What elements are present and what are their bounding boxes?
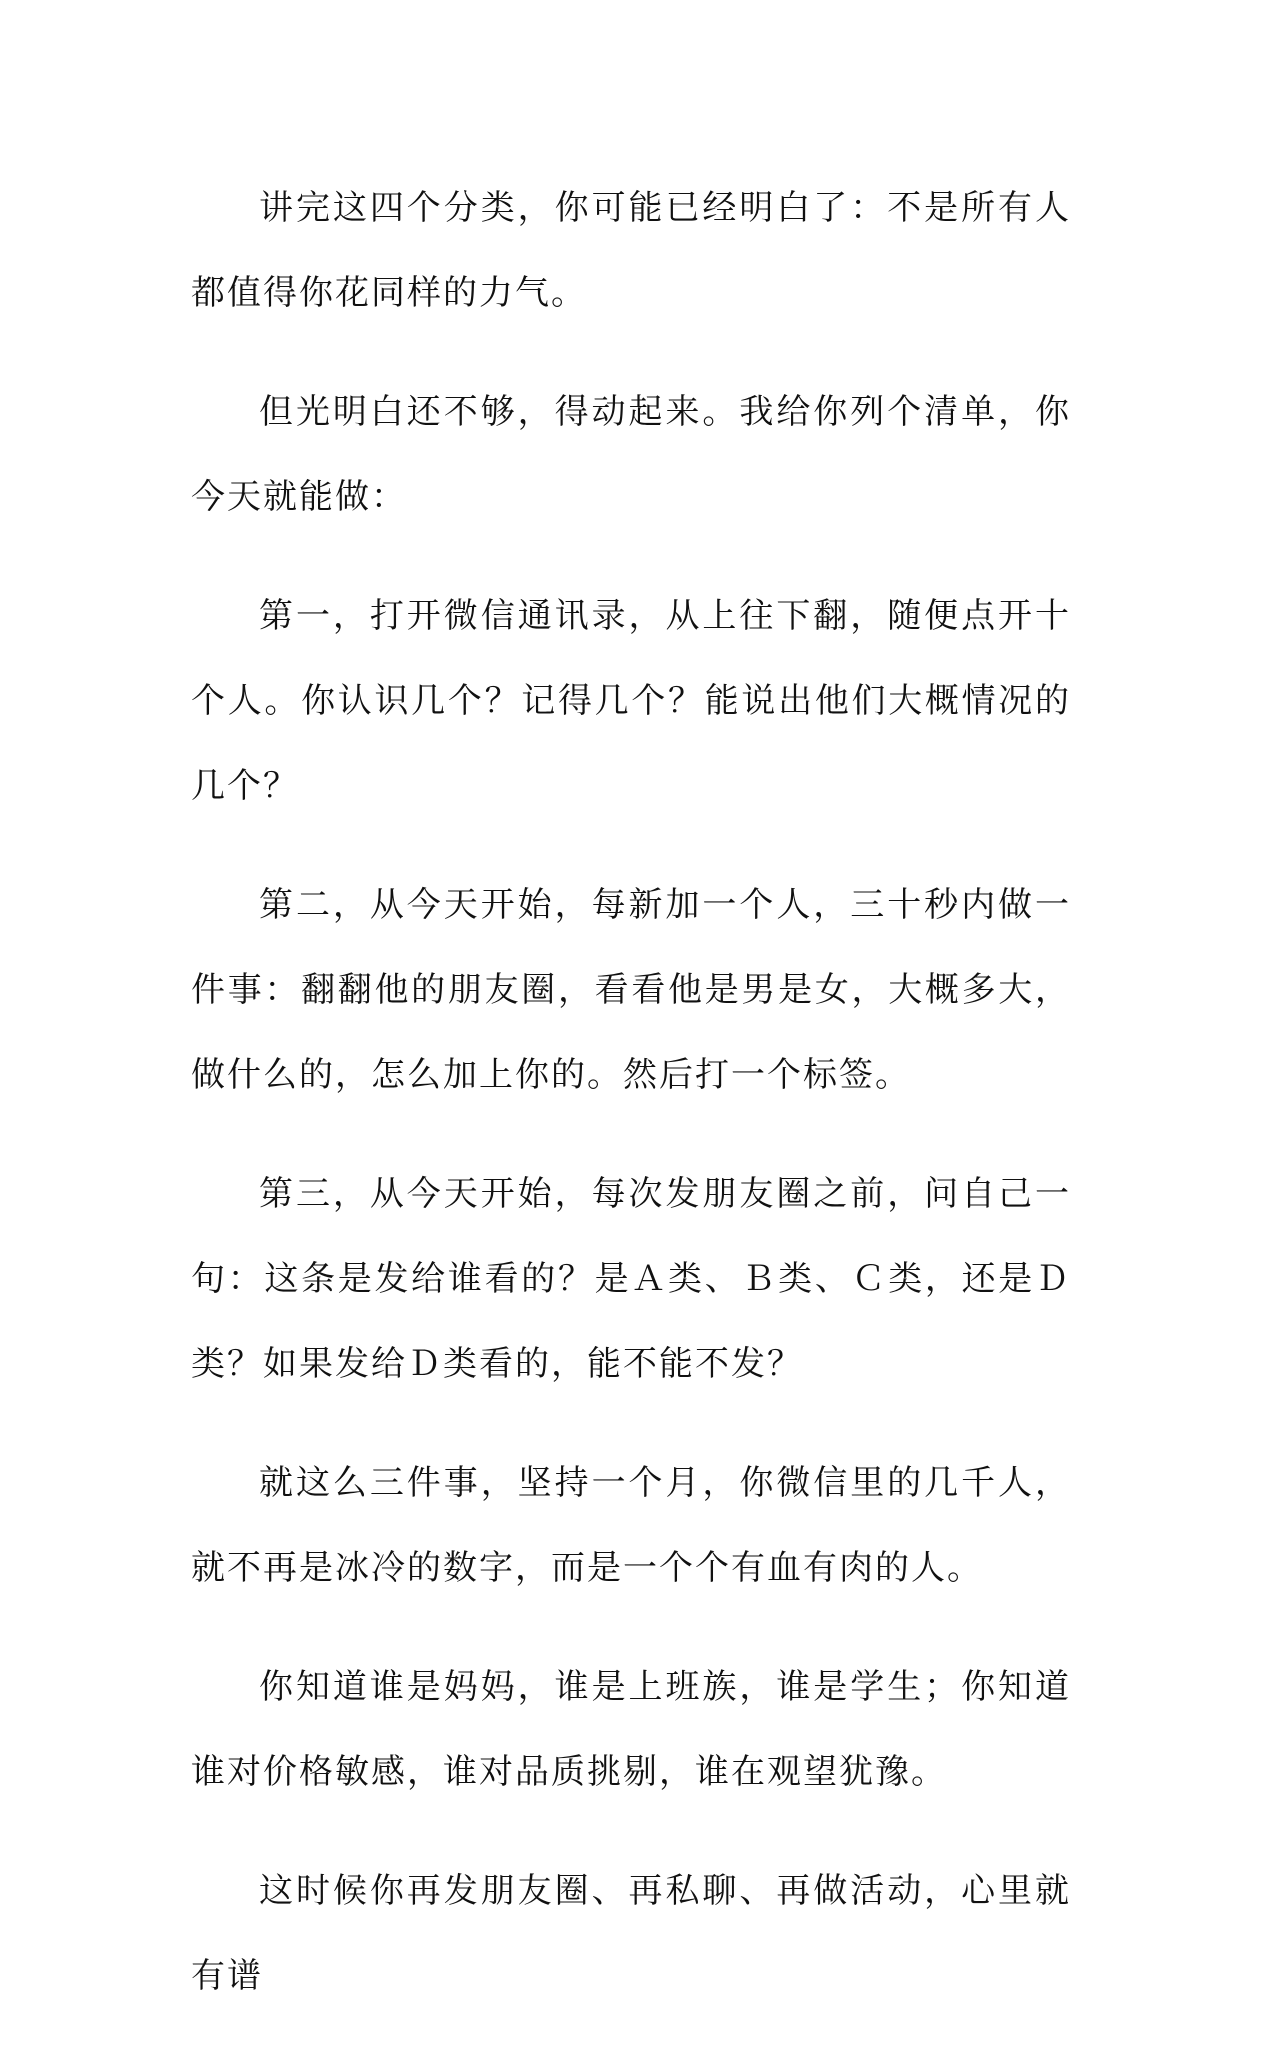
paragraph-4: 第二，从今天开始，每新加一个人，三十秒内做一件事：翻翻他的朋友圈，看看他是男是女，大概多大，做什么的，怎么加上你的。然后打一个标签。 bbox=[191, 885, 1071, 1095]
paragraph-2: 但光明白还不够，得动起来。我给你列个清单，你今天就能做： bbox=[191, 392, 1071, 517]
paragraph-1: 讲完这四个分类，你可能已经明白了：不是所有人都值得你花同样的力气。 bbox=[191, 188, 1071, 313]
document-body bbox=[191, 166, 1071, 2053]
paragraph-8: 这时候你再发朋友圈、再私聊、再做活动，心里就有谱 bbox=[191, 1871, 1071, 1996]
paragraph-5: 第三，从今天开始，每次发朋友圈之前，问自己一句：这条是发给谁看的？是Ａ类、Ｂ类、Ｃ类，还是Ｄ类？如果发给Ｄ类看的，能不能不发？ bbox=[191, 1174, 1071, 1384]
paragraph-7: 你知道谁是妈妈，谁是上班族，谁是学生；你知道谁对价格敏感，谁对品质挑剔，谁在观望犹豫。 bbox=[191, 1667, 1071, 1792]
paragraph-3: 第一，打开微信通讯录，从上往下翻，随便点开十个人。你认识几个？记得几个？能说出他们大概情况的几个？ bbox=[191, 596, 1071, 806]
paragraph-6: 就这么三件事，坚持一个月，你微信里的几千人，就不再是冰冷的数字，而是一个个有血有肉的人。 bbox=[191, 1463, 1071, 1588]
